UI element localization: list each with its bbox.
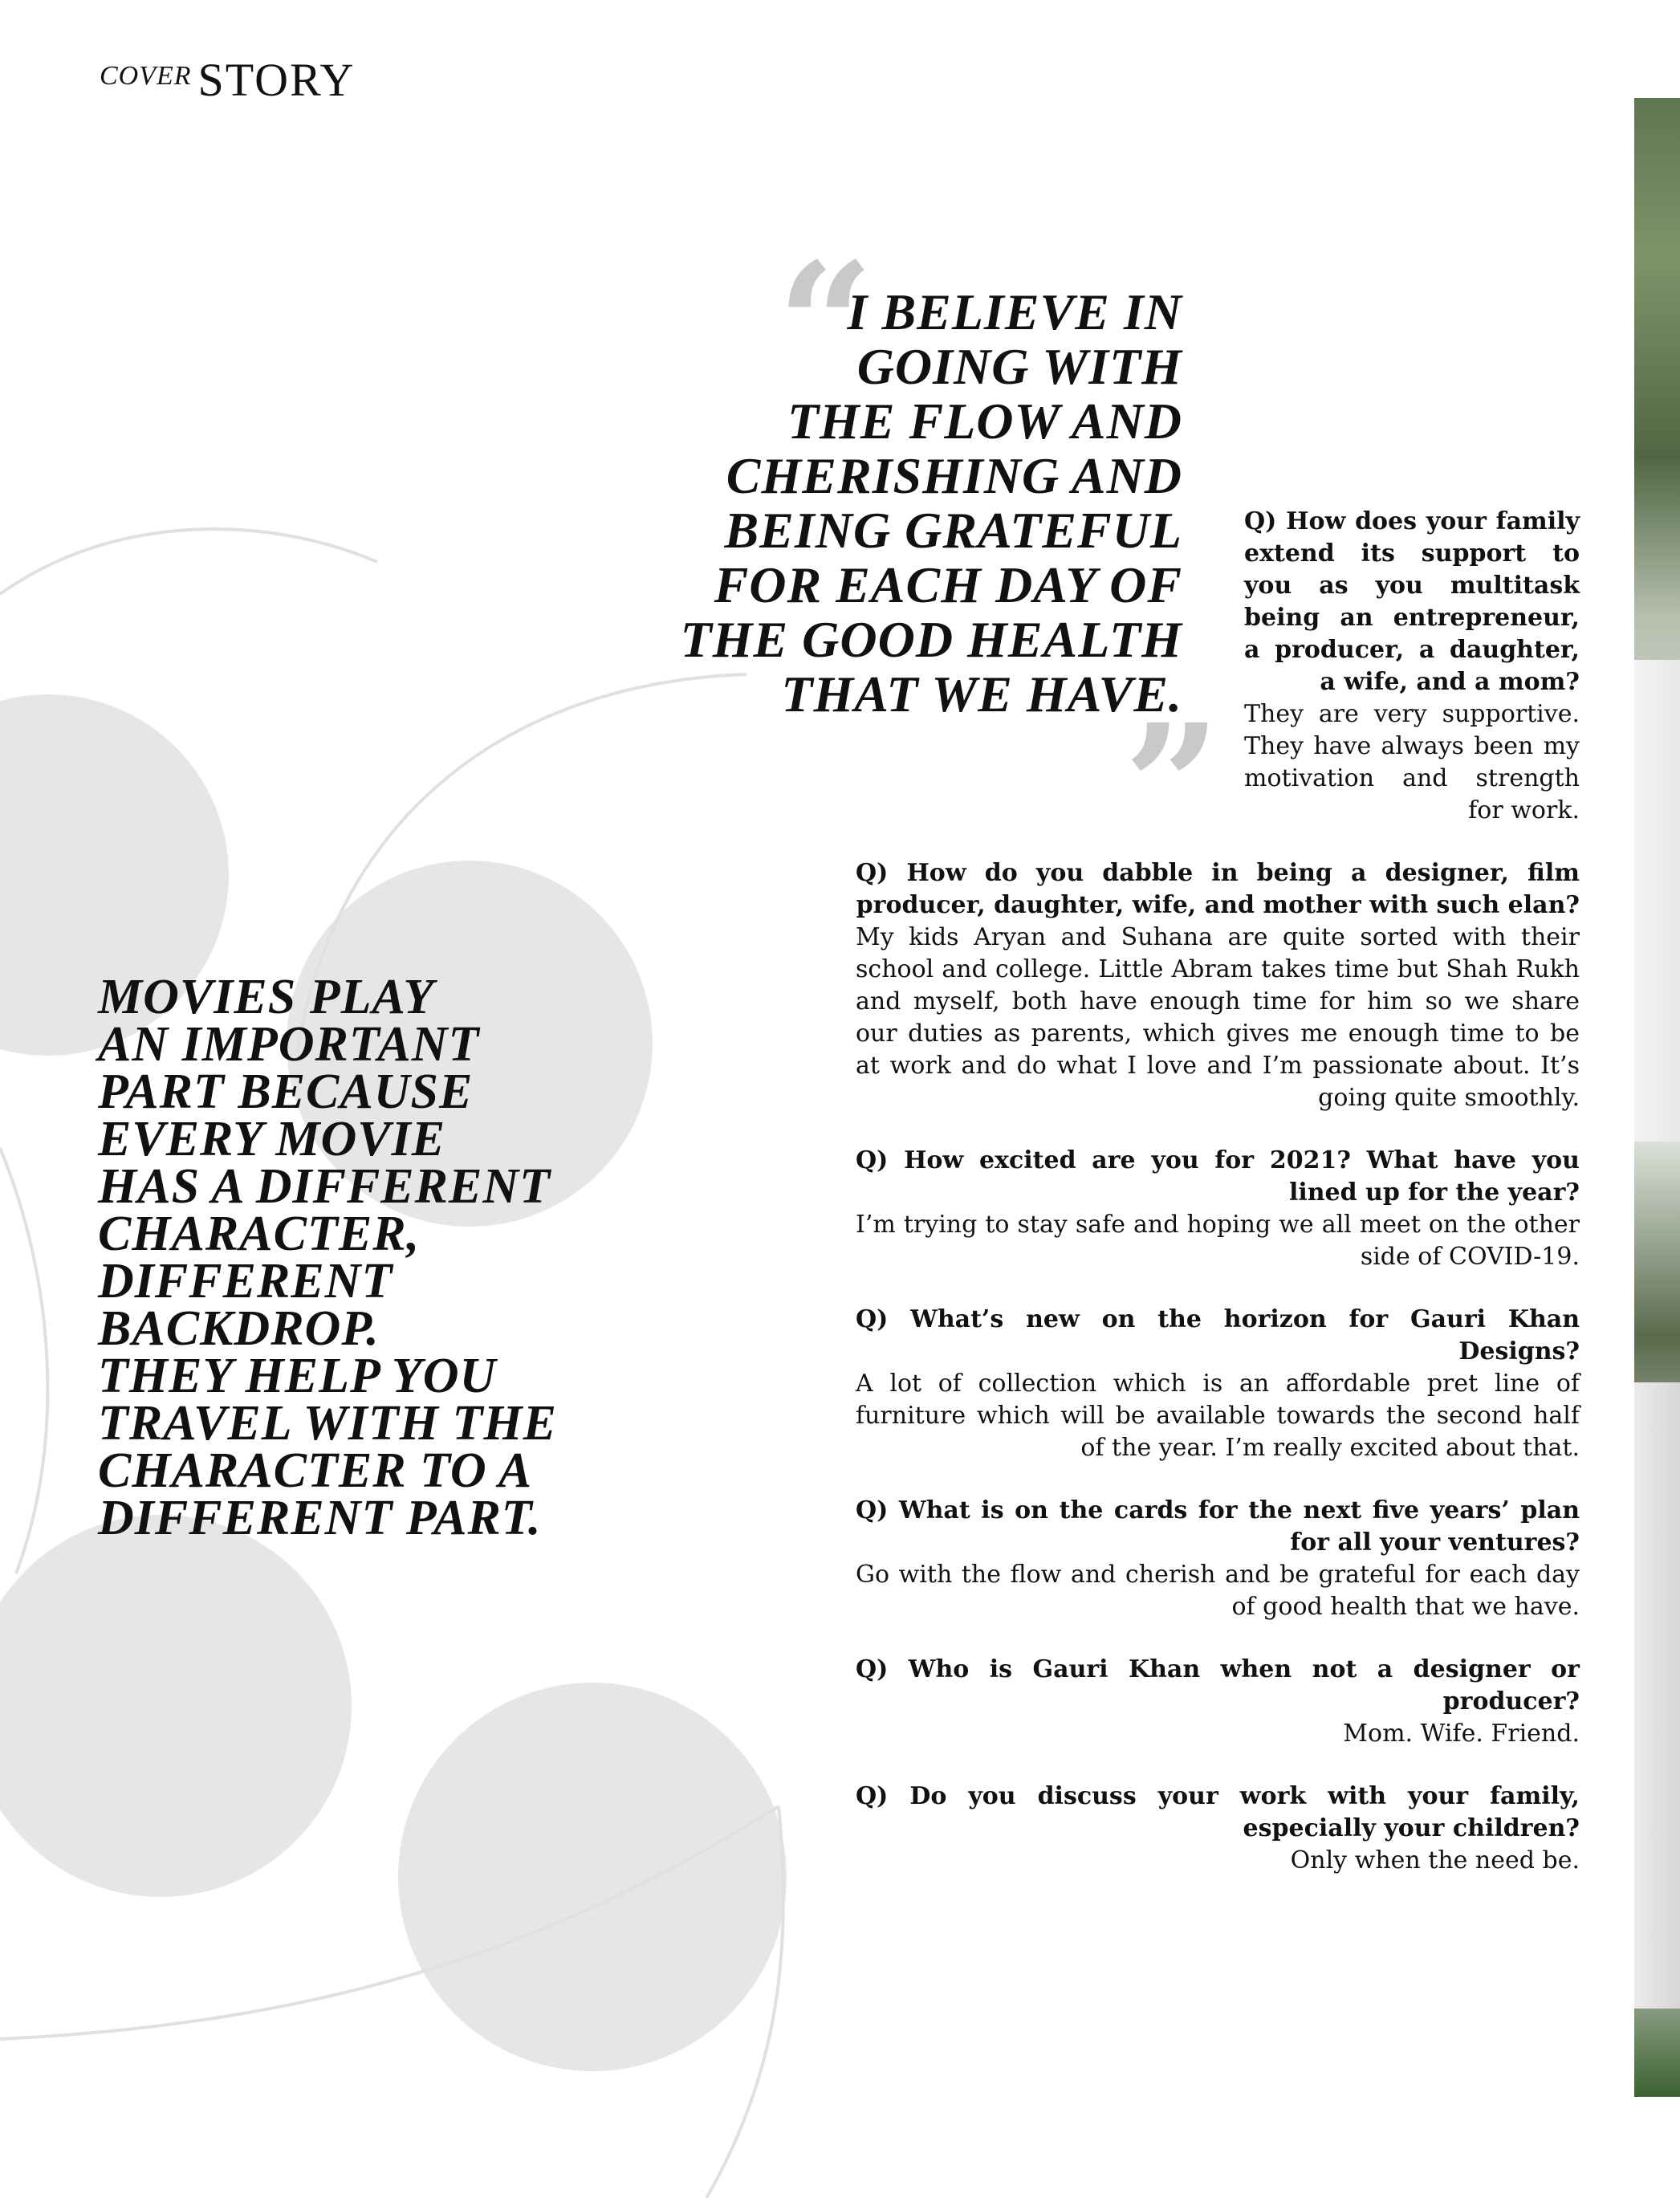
side-quote-line: HAS A DIFFERENT [98,1159,551,1214]
pull-quote [620,285,1182,722]
header-story: STORY [197,54,356,106]
question-text: Q) How do you dabble in being a designer, film producer, daughter, wife, and mother with such elan? [856,859,1580,919]
side-quote-line: CHARACTER, [98,1207,421,1261]
qa-item [856,857,1580,1114]
pull-quote-line: THE FLOW AND [787,393,1182,450]
qa-item [856,1495,1580,1623]
cover-photo-edge [1634,98,1680,2097]
pull-quote-line: FOR EACH DAY OF [714,556,1182,613]
side-quote-line: THEY HELP YOU [98,1349,497,1403]
answer-text: Mom. Wife. Friend. [1343,1720,1580,1748]
photo-band-light [1634,660,1680,1142]
header-cover: COVER [100,61,192,91]
side-quote-line: BACKDROP. [98,1301,380,1356]
side-quote [98,970,612,1545]
deco-circle-bottom-right [398,1683,787,2071]
deco-arc-upper-left [0,529,377,594]
open-quote-mark: “ [777,226,874,424]
qa-item [856,1781,1580,1877]
side-quote-line: CHARACTER TO A [98,1443,533,1498]
deco-arc-left-tail [0,1148,47,1573]
question-text: Q) Do you discuss your work with your family, especially your children? [856,1782,1580,1842]
answer-text: Only when the need be. [1290,1846,1580,1874]
answer-text: A lot of collection which is an affordable pret line of furniture which will be available towards the second half of the year. I’m really excited about that. [856,1370,1580,1462]
qa-family-support [1244,506,1580,827]
pull-quote-line: BEING GRATEFUL [724,502,1182,559]
question-text: Q) Who is Gauri Khan when not a designer or producer? [856,1655,1580,1716]
photo-band-stone [1634,1382,1680,2009]
qa-item [856,1654,1580,1750]
side-quote-line: TRAVEL WITH THE [98,1396,557,1451]
qa-item [856,1304,1580,1464]
side-quote-line: AN IMPORTANT [98,1017,480,1072]
side-quote-line: EVERY MOVIE [98,1112,446,1166]
pull-quote-line: GOING WITH [856,338,1182,395]
deco-circle-bottom-left [0,1515,352,1897]
close-quote-mark: ” [1124,687,1221,885]
answer-text: Go with the flow and cherish and be grateful for each day of good health that we have. [856,1561,1580,1621]
answer-text: I’m trying to stay safe and hoping we all meet on the other side of COVID-19. [856,1211,1580,1271]
pull-quote-line: THAT WE HAVE. [781,666,1182,722]
side-quote-line: MOVIES PLAY [98,970,435,1024]
question-text: Q) What’s new on the horizon for Gauri Khan Designs? [856,1305,1580,1366]
qa-item [856,1145,1580,1273]
pull-quote-line: THE GOOD HEALTH [680,611,1182,668]
pull-quote-line: I BELIEVE IN [847,283,1182,340]
question-text: Q) What is on the cards for the next five years’ plan for all your ventures? [856,1496,1580,1557]
qa-column [856,857,1580,1907]
side-quote-line: PART BECAUSE [98,1064,474,1119]
question-text: Q) How does your family extend its support to you as you multitask being an entrepreneur, a producer, a daughter, a wife, and a mom? [1244,507,1580,696]
answer-text: My kids Aryan and Suhana are quite sorted with their school and college. Little Abram takes time but Shah Rukh and myself, both have enough time for him so we share our duties as parents, which gives me enough time to be at work and do what I love and I’m passionate about. It’s going quite smoothly. [856,923,1580,1112]
section-header [100,53,355,107]
side-quote-line: DIFFERENT PART. [98,1491,542,1545]
pull-quote-line: CHERISHING AND [726,447,1182,504]
answer-text: They are very supportive. They have always been my motivation and strength for work. [1244,700,1580,824]
question-text: Q) How excited are you for 2021? What have you lined up for the year? [856,1146,1580,1207]
side-quote-line: DIFFERENT [98,1254,393,1309]
